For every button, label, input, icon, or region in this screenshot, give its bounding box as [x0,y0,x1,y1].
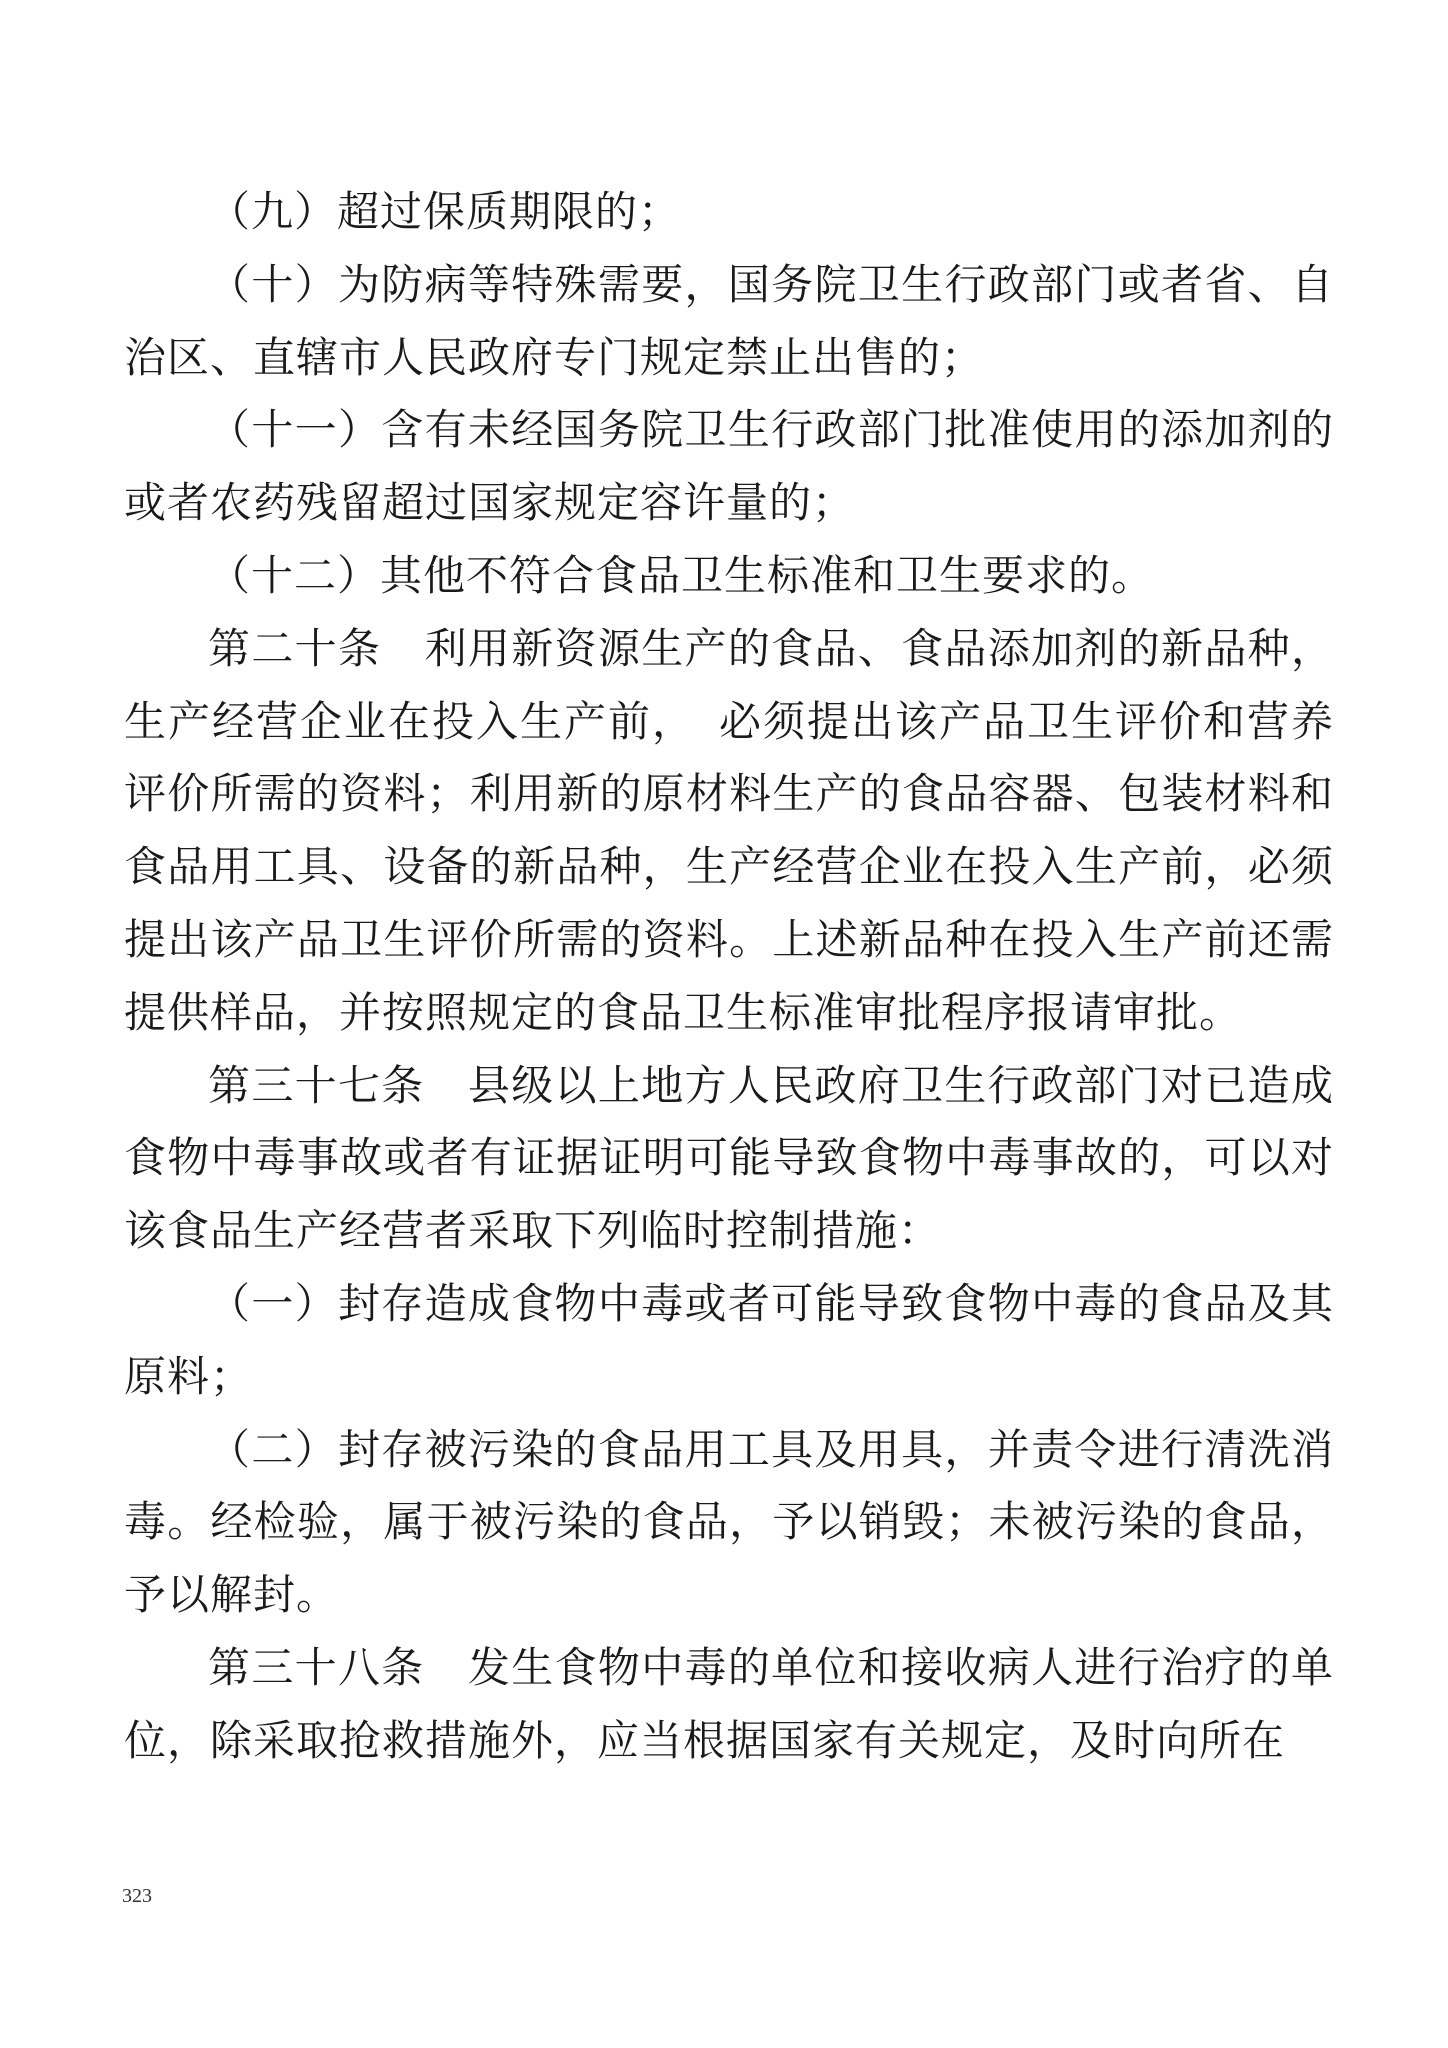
paragraph-item-1: （一）封存造成食物中毒或者可能导致食物中毒的食品及其原料； [124,1278,1334,1401]
article-37: 第三十七条 县级以上地方人民政府卫生行政部门对已造成食物中毒事故或者有证据证明可能导致食物中毒事故的，可以对该食品生产经营者采取下列临时控制措施： [124,1060,1334,1256]
paragraph-item-11: （十一）含有未经国务院卫生行政部门批准使用的添加剂的或者农药残留超过国家规定容许量的； [124,405,1334,528]
article-20: 第二十条 利用新资源生产的食品、食品添加剂的新品种，生产经营企业在投入生产前， 必须提出该产品卫生评价和营养评价所需的资料；利用新的原材料生产的食品容器、包装材料和食品用工具、设备的新品种，生产经营企业在投入生产前，必须提出该产品卫生评价所需的资料。上述新品种在投入生产前还需提供样品，并按照规定的食品卫生标准审批程序报请审批。 [124,623,1334,1037]
paragraph-item-12: （十二）其他不符合食品卫生标准和卫生要求的。 [208,550,1155,600]
page-number: 323 [122,1885,152,1907]
article-38: 第三十八条 发生食物中毒的单位和接收病人进行治疗的单位，除采取抢救措施外，应当根据国家有关规定，及时向所在 [124,1642,1334,1765]
paragraph-item-10: （十）为防病等特殊需要，国务院卫生行政部门或者省、自治区、直辖市人民政府专门规定禁止出售的； [124,259,1334,382]
paragraph-item-9: （九）超过保质期限的； [208,187,682,236]
body-text [124,176,1334,1778]
paragraph-item-2: （二）封存被污染的食品用工具及用具，并责令进行清洗消毒。经检验，属于被污染的食品，予以销毁；未被污染的食品，予以解封。 [124,1424,1334,1620]
